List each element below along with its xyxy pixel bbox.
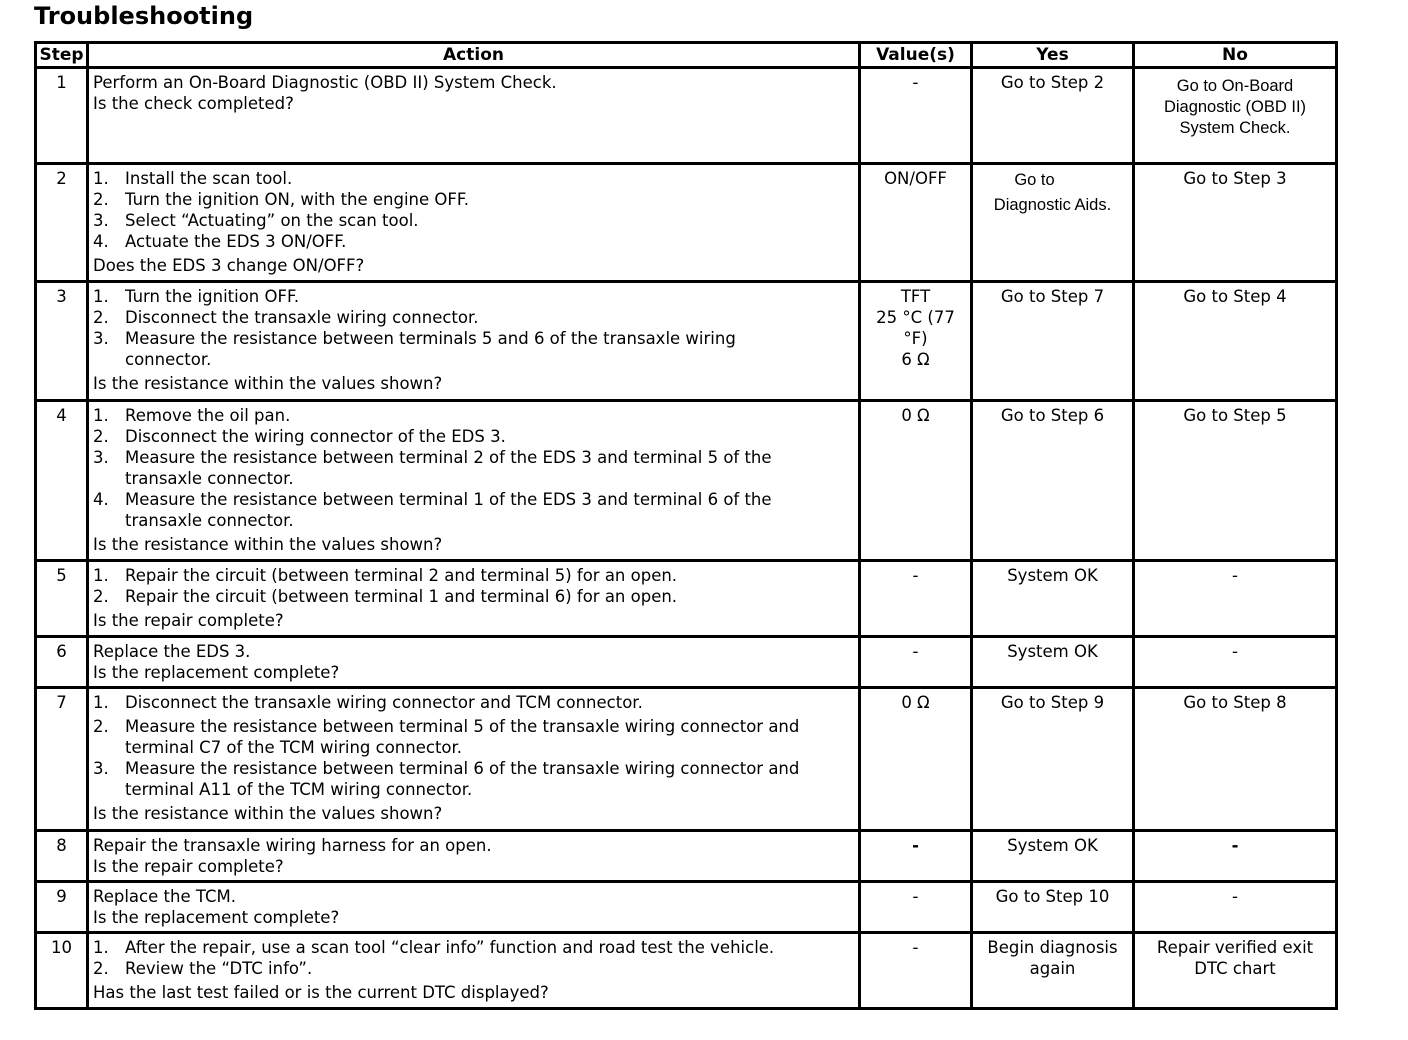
no-line: Go to Step 8 (1183, 693, 1287, 712)
action-intro: Perform an On-Board Diagnostic (OBD II) System Check. (93, 73, 557, 92)
value-line: - (912, 566, 919, 585)
step-number: 8 (36, 831, 88, 882)
table-row (36, 831, 1337, 882)
yes-line: Go to Step 6 (1000, 406, 1105, 425)
yes-cell (972, 68, 1134, 164)
action-question: Is the replacement complete? (93, 663, 340, 682)
action-question: Is the resistance within the values shown? (93, 374, 443, 393)
yes-cell (972, 933, 1134, 1009)
no-line: Repair verified exit (1156, 938, 1314, 957)
action-cell (88, 401, 860, 561)
header-values: Value(s) (860, 43, 972, 68)
yes-line: System OK (1007, 836, 1098, 855)
troubleshooting-table (34, 41, 1338, 1010)
yes-cell (972, 401, 1134, 561)
step-number: 4 (36, 401, 88, 561)
step-number: 10 (36, 933, 88, 1009)
no-line: Go to On-Board (1176, 77, 1294, 95)
action-question: Is the resistance within the values shown? (93, 535, 443, 554)
no-cell (1134, 282, 1337, 401)
value-cell (860, 561, 972, 637)
action-question: Is the resistance within the values shown? (93, 804, 443, 823)
value-line: - (912, 836, 919, 855)
action-question: Is the repair complete? (93, 611, 284, 630)
value-cell (860, 401, 972, 561)
no-cell (1134, 882, 1337, 933)
action-intro: Replace the EDS 3. (93, 642, 251, 661)
yes-line: Go to Step 10 (995, 887, 1110, 906)
list-item: 2. Measure the resistance between terminal 5 of the transaxle wiring connector and terminal C7 of the TCM wiring connector. (93, 717, 800, 757)
list-item: 2. Disconnect the wiring connector of the EDS 3. (93, 427, 506, 446)
no-cell (1134, 561, 1337, 637)
list-item: 1. Disconnect the transaxle wiring connector and TCM connector. (93, 693, 643, 712)
header-step: Step (36, 43, 88, 68)
no-line: - (1232, 642, 1238, 661)
yes-line: Begin diagnosis (987, 938, 1118, 957)
value-line: 6 Ω (901, 350, 930, 369)
value-cell (860, 882, 972, 933)
header-action: Action (88, 43, 860, 68)
list-item: 4. Measure the resistance between terminal 1 of the EDS 3 and terminal 6 of the transaxle connector. (93, 490, 772, 530)
yes-cell (972, 561, 1134, 637)
action-intro: Replace the TCM. (93, 887, 236, 906)
yes-cell (972, 637, 1134, 688)
yes-cell (972, 282, 1134, 401)
table-row (36, 561, 1337, 637)
yes-line: Go to Step 7 (1000, 287, 1105, 306)
no-cell (1134, 68, 1337, 164)
value-line: - (912, 642, 919, 661)
list-item: 2. Repair the circuit (between terminal 1 and terminal 6) for an open. (93, 587, 678, 606)
table-row (36, 401, 1337, 561)
action-cell (88, 164, 860, 282)
yes-line: System OK (1007, 642, 1098, 661)
value-cell (860, 68, 972, 164)
list-item: 3. Select “Actuating” on the scan tool. (93, 211, 419, 230)
header-row (36, 43, 1337, 68)
step-number: 3 (36, 282, 88, 401)
list-item: 1. Remove the oil pan. (93, 406, 291, 425)
action-cell (88, 561, 860, 637)
step-number: 1 (36, 68, 88, 164)
action-cell (88, 882, 860, 933)
action-question: Does the EDS 3 change ON/OFF? (93, 256, 365, 275)
yes-cell (972, 882, 1134, 933)
no-line: DTC chart (1194, 959, 1276, 978)
action-cell (88, 933, 860, 1009)
yes-line: Go to Step 9 (1000, 693, 1105, 712)
no-line: - (1232, 566, 1238, 585)
list-item: 1. After the repair, use a scan tool “clear info” function and road test the vehicle. (93, 938, 775, 957)
header-no: No (1134, 43, 1337, 68)
header-yes: Yes (972, 43, 1134, 68)
no-cell (1134, 688, 1337, 831)
list-item: 2. Disconnect the transaxle wiring connector. (93, 308, 479, 327)
table-row (36, 637, 1337, 688)
list-item: 1. Turn the ignition OFF. (93, 287, 300, 306)
action-intro: Repair the transaxle wiring harness for an open. (93, 836, 492, 855)
value-line: 0 Ω (901, 693, 930, 712)
list-item: 2. Turn the ignition ON, with the engine OFF. (93, 190, 469, 209)
table-row (36, 933, 1337, 1009)
table-row (36, 68, 1337, 164)
yes-line: Go to Step 2 (1000, 73, 1105, 92)
yes-line: Go to (1014, 171, 1055, 189)
yes-cell (972, 831, 1134, 882)
no-line: - (1232, 887, 1238, 906)
value-cell (860, 282, 972, 401)
no-line: - (1231, 836, 1239, 855)
list-item: 3. Measure the resistance between terminal 6 of the transaxle wiring connector and terminal A11 of the TCM wiring connector. (93, 759, 800, 799)
step-number: 7 (36, 688, 88, 831)
page-title: Troubleshooting (34, 2, 254, 30)
table-row (36, 282, 1337, 401)
value-line: °F) (903, 329, 928, 348)
no-line: Go to Step 3 (1183, 169, 1287, 188)
no-line: System Check. (1179, 119, 1291, 137)
value-line: 25 °C (77 (876, 308, 955, 327)
list-item: 3. Measure the resistance between terminal 2 of the EDS 3 and terminal 5 of the transaxle connector. (93, 448, 772, 488)
yes-line: System OK (1007, 566, 1098, 585)
no-cell (1134, 831, 1337, 882)
action-question: Is the check completed? (93, 94, 294, 113)
list-item: 3. Measure the resistance between terminals 5 and 6 of the transaxle wiring connector. (93, 329, 736, 369)
value-line: ON/OFF (884, 169, 947, 188)
table-row (36, 688, 1337, 831)
yes-line: Diagnostic Aids. (993, 196, 1112, 214)
no-line: Go to Step 5 (1183, 406, 1287, 425)
action-question: Is the repair complete? (93, 857, 284, 876)
value-line: 0 Ω (901, 406, 930, 425)
action-question: Is the replacement complete? (93, 908, 340, 927)
list-item: 2. Review the “DTC info”. (93, 959, 313, 978)
step-number: 9 (36, 882, 88, 933)
table-row (36, 164, 1337, 282)
value-cell (860, 688, 972, 831)
yes-cell (972, 688, 1134, 831)
no-line: Diagnostic (OBD II) (1163, 98, 1307, 116)
no-cell (1134, 637, 1337, 688)
list-item: 4. Actuate the EDS 3 ON/OFF. (93, 232, 347, 251)
value-line: - (912, 938, 919, 957)
value-line: - (912, 887, 919, 906)
step-number: 5 (36, 561, 88, 637)
value-cell (860, 831, 972, 882)
yes-cell (972, 164, 1134, 282)
action-cell (88, 637, 860, 688)
step-number: 6 (36, 637, 88, 688)
list-item: 1. Repair the circuit (between terminal 2 and terminal 5) for an open. (93, 566, 678, 585)
value-cell (860, 637, 972, 688)
value-cell (860, 933, 972, 1009)
no-cell (1134, 401, 1337, 561)
list-item: 1. Install the scan tool. (93, 169, 293, 188)
action-cell (88, 68, 860, 164)
no-line: Go to Step 4 (1183, 287, 1287, 306)
step-number: 2 (36, 164, 88, 282)
value-line: TFT (900, 287, 931, 306)
action-question: Has the last test failed or is the current DTC displayed? (93, 983, 549, 1002)
action-cell (88, 688, 860, 831)
action-cell (88, 831, 860, 882)
action-cell (88, 282, 860, 401)
no-cell (1134, 933, 1337, 1009)
table-row (36, 882, 1337, 933)
no-cell (1134, 164, 1337, 282)
yes-line: again (1029, 959, 1076, 978)
value-line: - (912, 73, 919, 92)
